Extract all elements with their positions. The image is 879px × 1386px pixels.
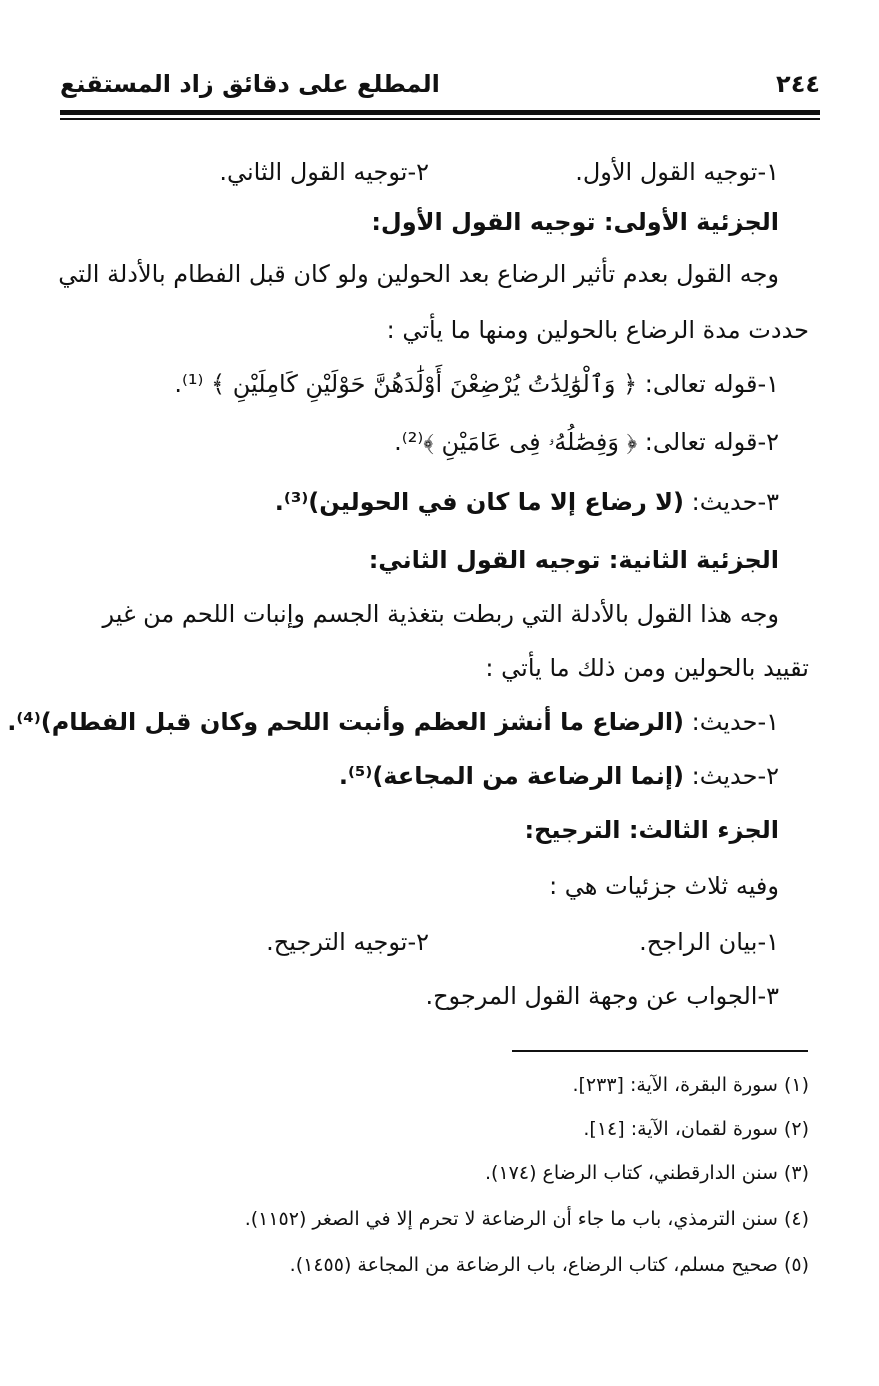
header-rule-thick — [60, 110, 820, 115]
hadith-text: (الرضاع ما أنشز العظم وأنبت اللحم وكان قبل الفطام)⁽⁴⁾. — [7, 708, 685, 736]
footnote-separator — [512, 1050, 808, 1052]
hadith-label: ٣-حديث: — [691, 488, 779, 516]
footnote-2: (٢) سورة لقمان، الآية: [١٤]. — [583, 1118, 809, 1140]
section-heading-2: الجزئية الثانية: توجيه القول الثاني: — [368, 546, 779, 574]
evidence-hadith-3 — [339, 756, 779, 796]
evidence-hadith-2 — [7, 702, 779, 742]
page-header — [60, 70, 820, 104]
section-heading-1: الجزئية الأولى: توجيه القول الأول: — [371, 208, 779, 236]
evidence-quran-2: ٢-قوله تعالى: ﴿ وَفِصَٰلُهُۥ فِى عَامَيْنِ ﴾⁽²⁾. — [394, 428, 779, 456]
paragraph-1-line-2: حددت مدة الرضاع بالحولين ومنها ما يأتي : — [386, 316, 809, 344]
list-item-1: ١-توجيه القول الأول. — [575, 158, 779, 186]
list-item-4: ٢-توجيه الترجيح. — [266, 928, 429, 956]
list-item-3: ١-بيان الراجح. — [639, 928, 779, 956]
header-rule-thin — [60, 118, 820, 120]
paragraph-2-line-2: تقييد بالحولين ومن ذلك ما يأتي : — [485, 654, 809, 682]
list-item-2: ٢-توجيه القول الثاني. — [219, 158, 429, 186]
hadith-label: ٢-حديث: — [691, 762, 779, 790]
paragraph-1-line-1: وجه القول بعدم تأثير الرضاع بعد الحولين ولو كان قبل الفطام بالأدلة التي — [58, 260, 779, 288]
hadith-text: (لا رضاع إلا ما كان في الحولين)⁽³⁾. — [274, 488, 685, 516]
hadith-text: (إنما الرضاعة من المجاعة)⁽⁵⁾. — [338, 762, 685, 790]
paragraph-3: وفيه ثلاث جزئيات هي : — [549, 872, 779, 900]
list-item-5: ٣-الجواب عن وجهة القول المرجوح. — [425, 982, 779, 1010]
footnote-5: (٥) صحيح مسلم، كتاب الرضاع، باب الرضاعة من المجاعة (١٤٥٥). — [289, 1254, 809, 1276]
page-number: ٢٤٤ — [776, 70, 820, 98]
section-heading-3: الجزء الثالث: الترجيح: — [524, 816, 779, 844]
footnote-4: (٤) سنن الترمذي، باب ما جاء أن الرضاعة لا تحرم إلا في الصغر (١١٥٢). — [244, 1208, 809, 1230]
book-title: المطلع على دقائق زاد المستقنع — [60, 70, 440, 98]
footnote-1: (١) سورة البقرة، الآية: [٢٣٣]. — [572, 1074, 809, 1096]
evidence-hadith-1 — [275, 482, 779, 522]
paragraph-2-line-1: وجه هذا القول بالأدلة التي ربطت بتغذية الجسم وإنبات اللحم من غير — [102, 600, 779, 628]
footnote-3: (٣) سنن الدارقطني، كتاب الرضاع (١٧٤). — [485, 1162, 809, 1184]
hadith-label: ١-حديث: — [691, 708, 779, 736]
evidence-quran-1: ١-قوله تعالى: ﴿ وَٱلْوَٰلِدَٰتُ يُرْضِعْنَ أَوْلَٰدَهُنَّ حَوْلَيْنِ كَامِلَيْنِ ﴾ ⁽¹⁾. — [174, 370, 779, 398]
